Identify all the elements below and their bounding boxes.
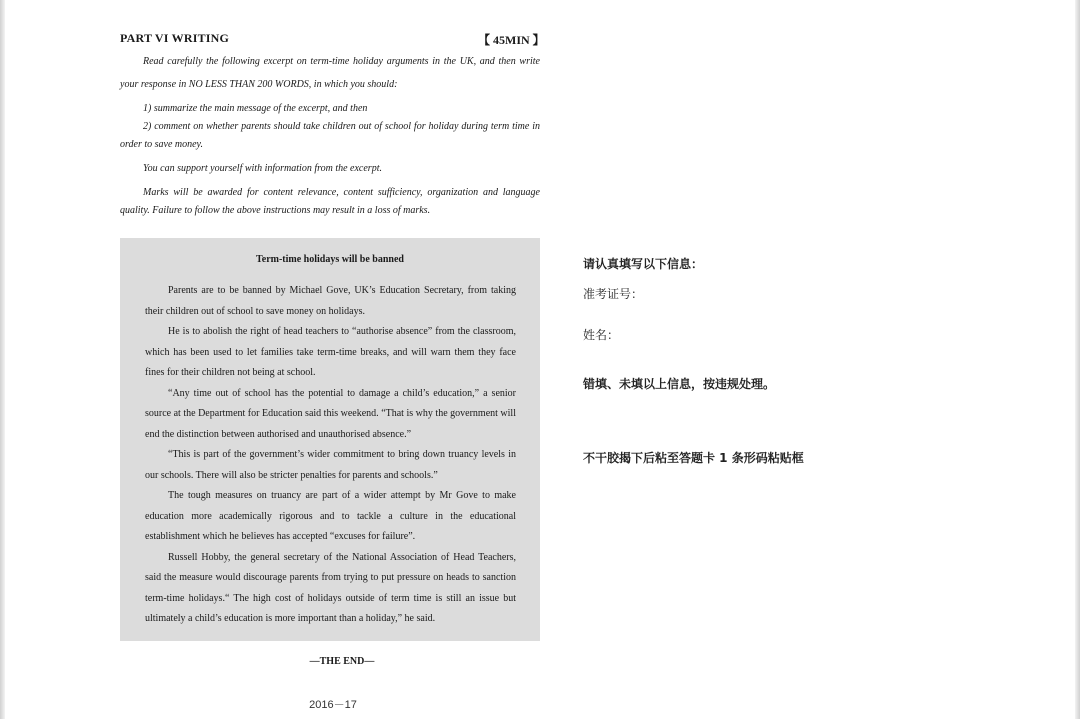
instruction-support: You can support yourself with information from the excerpt. <box>143 163 382 174</box>
info-prompt: 请认真填写以下信息： <box>583 257 704 271</box>
exam-id-label: 准考证号： <box>583 287 644 301</box>
barcode-note: 不干胶揭下后粘至答题卡 1 条形码粘贴框 <box>583 451 804 465</box>
part-title: PART VI WRITING <box>120 31 230 45</box>
instruction-item-1: 1) summarize the main message of the excerpt, and then <box>143 103 368 114</box>
excerpt-paragraph: “This is part of the government’s wider commitment to bring down truancy levels in our schools. There will also be stricter penalties for parents and schools.” <box>145 449 516 481</box>
the-end-marker: —THE END— <box>309 656 375 667</box>
page-shadow-right <box>1075 0 1080 719</box>
page-shadow-left <box>0 0 5 719</box>
page-number: 2016－17 <box>309 699 357 711</box>
excerpt-paragraph: Parents are to be banned by Michael Gove, UK’s Education Secretary, from taking their children out of school to save money on holidays. <box>145 285 516 317</box>
instruction-line-2: your response in NO LESS THAN 200 WORDS, in which you should: <box>120 79 398 90</box>
excerpt-paragraph: He is to abolish the right of head teachers to “authorise absence” from the classroom, which has been used to let families take term-time breaks, and will warn them they face fines for their children not being at school. <box>145 326 516 378</box>
excerpt-paragraph: The tough measures on truancy are part of a wider attempt by Mr Gove to make education more academically rigorous and to tackle a culture in the educational establishment which he believes has accepted “excuses for failure”. <box>145 490 516 542</box>
instruction-line-1: Read carefully the following excerpt on term-time holiday arguments in the UK, and then write <box>143 56 540 67</box>
name-label: 姓名： <box>583 328 620 342</box>
excerpt-paragraph: “Any time out of school has the potential to damage a child’s education,” a senior source at the Department for Education said this weekend. “That is why the government will end the distinction between authorised and unauthorised absence.” <box>145 387 516 440</box>
excerpt-box <box>120 238 540 641</box>
excerpt-paragraph: Russell Hobby, the general secretary of the National Association of Head Teachers, said the measure would discourage parents from trying to put pressure on heads to sanction term-time holidays.“ The high cost of holidays outside of term time is still an issue but ultimately a child’s education is more important than a holiday,” he said. <box>145 551 516 624</box>
warning-text: 错填、未填以上信息，按违规处理。 <box>583 377 776 391</box>
instruction-marks: Marks will be awarded for content relevance, content sufficiency, organization and language quality. Failure to follow the above instructions may result in a loss of marks. <box>120 187 540 216</box>
time-limit: 【 45MIN 】 <box>478 33 545 47</box>
excerpt-title: Term-time holidays will be banned <box>256 254 404 265</box>
instruction-item-2: 2) comment on whether parents should take children out of school for holiday during term time in order to save money. <box>120 121 540 150</box>
excerpt-body <box>145 281 516 630</box>
